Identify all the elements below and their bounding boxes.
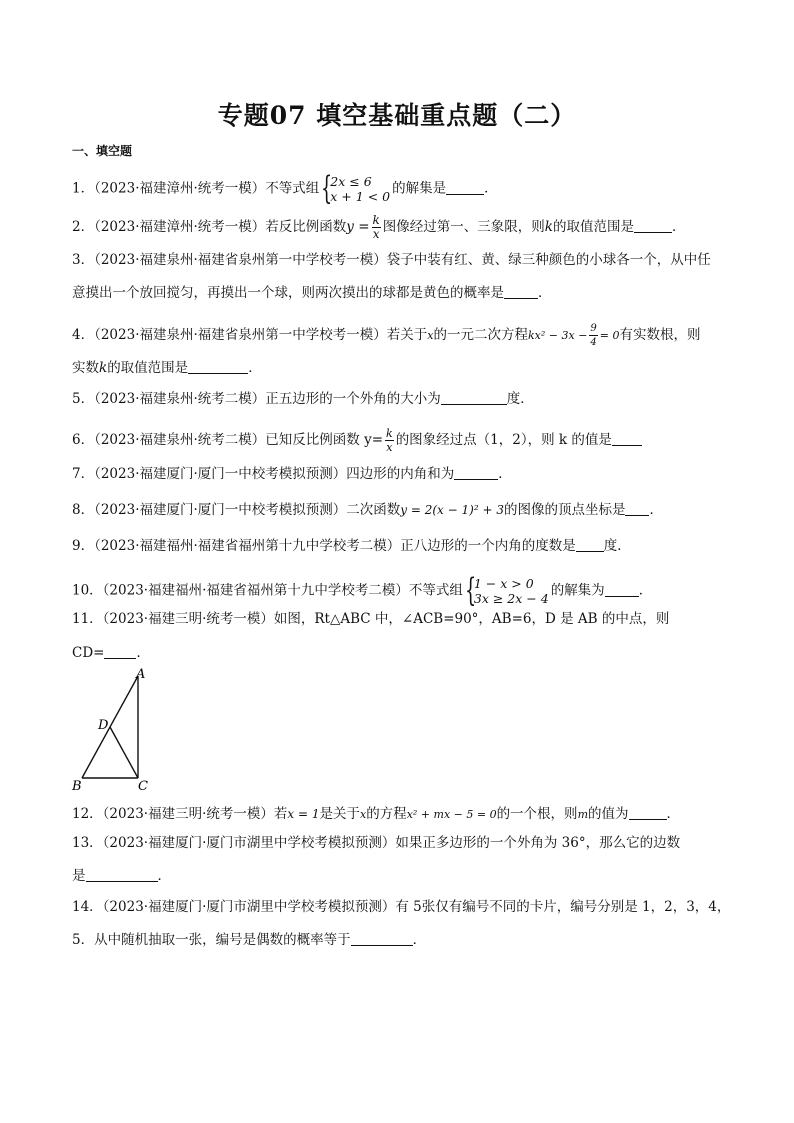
question-2: 2．（2023·福建漳州·统考一模）若反比例函数y = $\frac{k}{x}$ 图像经过第一、三象限，则k的取值范围是 ．: [72, 213, 686, 241]
question-9: 9．（2023·福建福州·福建省福州第十九中学校考二模）正八边形的一个内角的度数是 度．: [72, 538, 631, 554]
answer-blank[interactable]: [351, 932, 413, 946]
answer-blank[interactable]: [104, 645, 136, 659]
answer-blank[interactable]: [441, 391, 507, 405]
question-14-cont: 5．从中随机抽取一张，编号是偶数的概率等于 ．: [72, 932, 427, 948]
answer-blank[interactable]: [454, 466, 498, 480]
label-d: D: [98, 718, 109, 733]
inequality-system: { 1 − x > 0 3x ≥ 2x − 4: [464, 571, 549, 609]
answer-blank[interactable]: [504, 285, 538, 299]
fraction: $\frac{k}{x}$: [372, 213, 380, 241]
label-b: B: [72, 779, 82, 794]
answer-blank[interactable]: [629, 806, 667, 820]
question-13-cont: 是 ．: [72, 868, 171, 884]
question-4: 4．（2023·福建泉州·福建省泉州第一中学校考一模）若关于x的一元二次方程kx² − 3x − $\frac{9}{4}$ = 0有实数根，则: [72, 323, 701, 348]
section-heading: 一、填空题: [72, 144, 133, 158]
question-10: 10．（2023·福建福州·福建省福州第十九中学校考二模）不等式组 { 1 − x > 0 3x ≥ 2x − 4 的解集为 ．: [72, 571, 653, 609]
answer-blank[interactable]: [86, 868, 158, 882]
label-a: A: [136, 667, 146, 682]
question-14: 14．（2023·福建厦门·厦门市湖里中学校考模拟预测）有 5张仅有编号不同的卡片，编号分别是 1，2，3，4，: [72, 899, 731, 915]
page-title: 专题07 填空基础重点题（二）: [217, 101, 577, 130]
question-6: 6．（2023·福建泉州·统考二模）已知反比例函数 y= $\frac{k}{x}$ 的图象经过点（1，2），则 k 的值是: [72, 427, 642, 454]
question-3: 3．（2023·福建泉州·福建省泉州第一中学校考一模）袋子中装有红、黄、绿三种颜色的小球各一个，从中任: [72, 252, 711, 268]
question-13: 13．（2023·福建厦门·厦门市湖里中学校考模拟预测）如果正多边形的一个外角为 36°，那么它的边数: [72, 835, 681, 851]
answer-blank[interactable]: [605, 583, 639, 597]
question-11-cont: CD= ．: [72, 645, 150, 661]
segment-cd: [110, 727, 138, 778]
answer-blank[interactable]: [612, 432, 642, 446]
triangle-figure: [70, 664, 160, 796]
question-4-cont: 实数k的取值范围是 ．: [72, 360, 262, 376]
answer-blank[interactable]: [625, 502, 649, 516]
question-1: 1．（2023·福建漳州·统考一模）不等式组 { 2x ≤ 6 x + 1 < 0 的解集是 ．: [72, 169, 498, 207]
question-7: 7．（2023·福建厦门·厦门一中校考模拟预测）四边形的内角和为 ．: [72, 466, 512, 482]
inequality-system: { 2x ≤ 6 x + 1 < 0: [321, 169, 391, 207]
label-c: C: [138, 779, 148, 794]
question-3-cont: 意摸出一个放回搅匀，再摸出一个球，则两次摸出的球都是黄色的概率是 ．: [72, 285, 552, 301]
question-12: 12．（2023·福建三明·统考一模）若x = 1是关于x的方程x² + mx − 5 = 0的一个根，则m的值为 ．: [72, 806, 680, 822]
answer-blank[interactable]: [576, 538, 604, 552]
question-8: 8．（2023·福建厦门·厦门一中校考模拟预测）二次函数y = 2(x − 1)² + 3的图像的顶点坐标是 ．: [72, 502, 663, 518]
question-11: 11．（2023·福建三明·统考一模）如图，Rt△ABC 中，∠ACB=90°，AB=6，D 是 AB 的中点，则: [72, 611, 670, 627]
answer-blank[interactable]: [446, 181, 484, 195]
question-5: 5．（2023·福建泉州·统考二模）正五边形的一个外角的大小为 度．: [72, 391, 534, 407]
answer-blank[interactable]: [634, 219, 672, 233]
answer-blank[interactable]: [188, 360, 248, 374]
